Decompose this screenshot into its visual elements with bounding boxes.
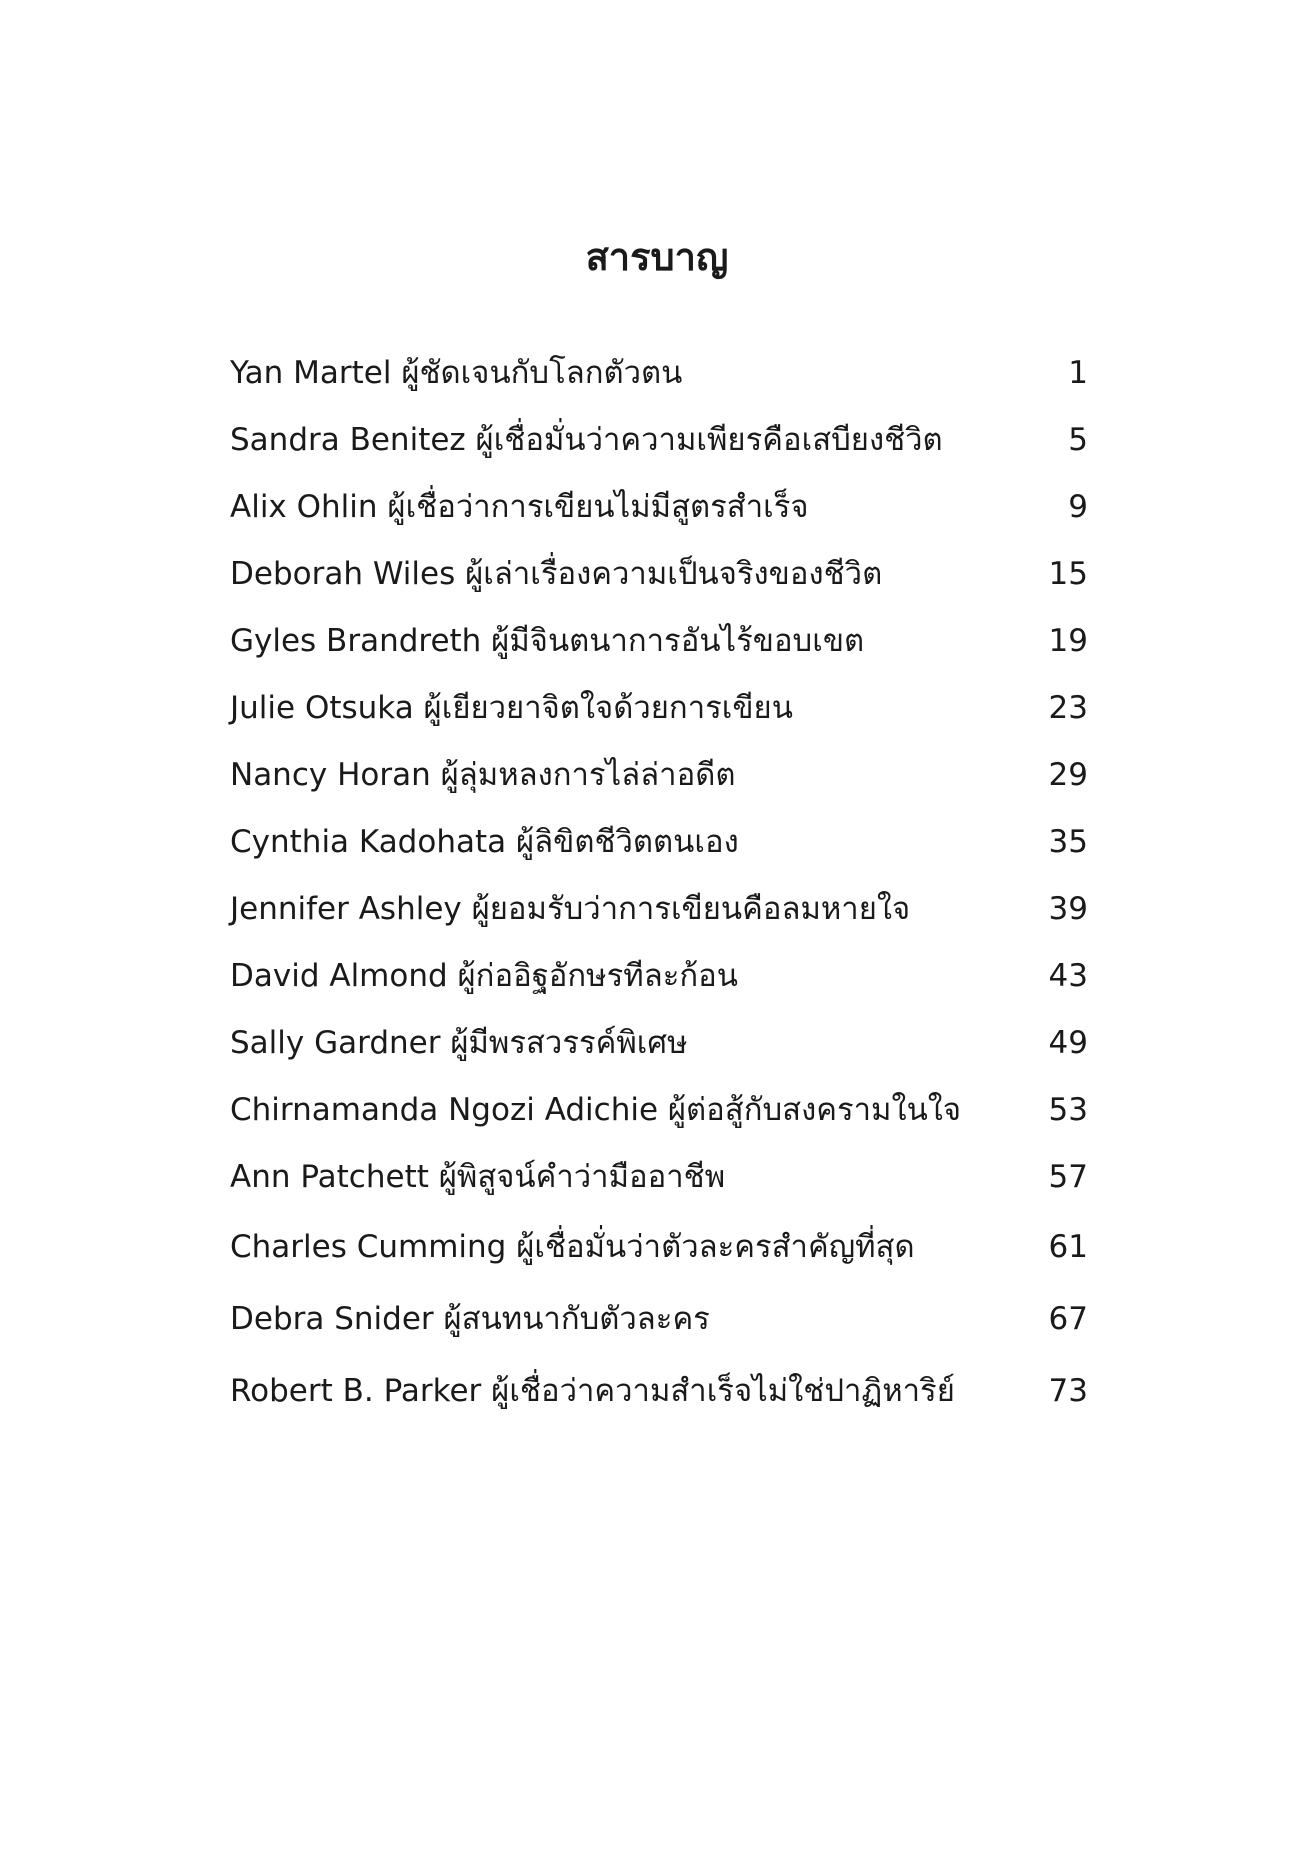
toc-entry-page: 73 (1048, 1372, 1088, 1409)
toc-entry-page: 39 (1048, 891, 1088, 927)
table-of-contents (230, 340, 1088, 1427)
toc-entry (230, 809, 1088, 876)
toc-entry (230, 541, 1088, 608)
toc-entry-title: Robert B. Parker ผู้เชื่อว่าความสำเร็จไม่ใช่ปาฏิหาริย์ (230, 1372, 955, 1409)
toc-entry-title: Ann Patchett ผู้พิสูจน์คำว่ามืออาชีพ (230, 1159, 726, 1195)
toc-entry-title: Charles Cumming ผู้เชื่อมั่นว่าตัวละครสำคัญที่สุด (230, 1228, 915, 1265)
toc-entry-page: 53 (1048, 1092, 1088, 1128)
toc-entry (230, 1077, 1088, 1144)
toc-entry (230, 742, 1088, 809)
toc-entry-title: Chirnamanda Ngozi Adichie ผู้ต่อสู้กับสงครามในใจ (230, 1092, 962, 1128)
page-title: สารบาญ (585, 235, 729, 279)
toc-entry (230, 340, 1088, 407)
toc-entry-title: Julie Otsuka ผู้เยียวยาจิตใจด้วยการเขียน (230, 690, 793, 726)
toc-entry-title: Sandra Benitez ผู้เชื่อมั่นว่าความเพียรคือเสบียงชีวิต (230, 422, 943, 458)
toc-entry (230, 943, 1088, 1010)
toc-entry (230, 1283, 1088, 1355)
toc-entry (230, 474, 1088, 541)
toc-entry-page: 57 (1048, 1159, 1088, 1195)
toc-entry-title: Jennifer Ashley ผู้ยอมรับว่าการเขียนคือลมหายใจ (230, 891, 911, 927)
toc-entry (230, 1355, 1088, 1427)
toc-entry-title: Debra Snider ผู้สนทนากับตัวละคร (230, 1300, 710, 1337)
toc-entry (230, 1010, 1088, 1077)
toc-entry-title: Yan Martel ผู้ชัดเจนกับโลกตัวตน (230, 355, 683, 391)
toc-entry (230, 1144, 1088, 1211)
toc-entry-page: 49 (1048, 1025, 1088, 1061)
toc-entry (230, 608, 1088, 675)
toc-entry-page: 43 (1048, 958, 1088, 994)
toc-entry (230, 876, 1088, 943)
toc-entry-title: Nancy Horan ผู้ลุ่มหลงการไล่ล่าอดีต (230, 757, 736, 793)
toc-entry-page: 5 (1068, 422, 1088, 458)
toc-entry-page: 1 (1068, 355, 1088, 391)
toc-entry-title: Cynthia Kadohata ผู้ลิขิตชีวิตตนเอง (230, 824, 739, 860)
toc-entry-page: 19 (1048, 623, 1088, 659)
toc-entry-page: 29 (1048, 757, 1088, 793)
toc-entry-title: Sally Gardner ผู้มีพรสวรรค์พิเศษ (230, 1025, 688, 1061)
toc-entry-page: 61 (1048, 1228, 1088, 1265)
toc-entry-title: Alix Ohlin ผู้เชื่อว่าการเขียนไม่มีสูตรสำเร็จ (230, 489, 809, 525)
toc-entry (230, 675, 1088, 742)
toc-entry-title: Gyles Brandreth ผู้มีจินตนาการอันไร้ขอบเขต (230, 623, 865, 659)
toc-entry (230, 407, 1088, 474)
toc-entry-title: David Almond ผู้ก่ออิฐอักษรทีละก้อน (230, 958, 738, 994)
toc-entry (230, 1211, 1088, 1283)
toc-entry-page: 67 (1048, 1300, 1088, 1337)
toc-entry-page: 15 (1048, 556, 1088, 592)
toc-entry-page: 9 (1068, 489, 1088, 525)
toc-entry-title: Deborah Wiles ผู้เล่าเรื่องความเป็นจริงของชีวิต (230, 556, 883, 592)
toc-entry-page: 23 (1048, 690, 1088, 726)
toc-entry-page: 35 (1048, 824, 1088, 860)
